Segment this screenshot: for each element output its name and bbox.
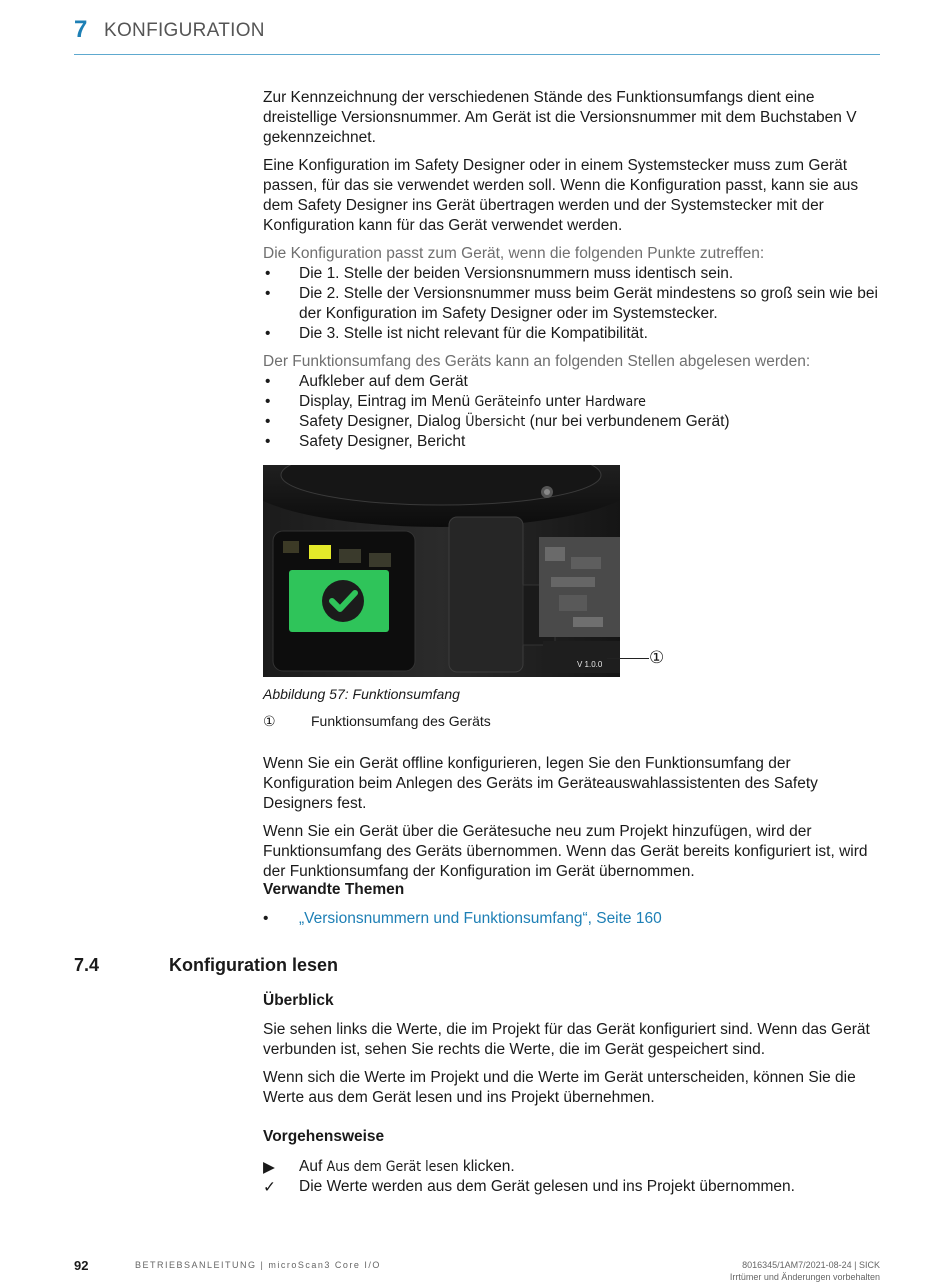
- footer-right: [730, 1259, 880, 1283]
- legend-number: ①: [263, 713, 276, 729]
- list-item: • Die 3. Stelle ist nicht relevant für die Kompatibilität.: [263, 324, 881, 344]
- menu-term-hardware: Hardware: [585, 394, 646, 410]
- intro-block: [263, 88, 881, 452]
- legend-text: Funktionsumfang des Geräts: [311, 713, 491, 729]
- step-text-part: klicken.: [458, 1158, 515, 1175]
- result-text: Die Werte werden aus dem Gerät gelesen und ins Projekt übernommen.: [299, 1178, 795, 1195]
- step-text: [299, 1158, 515, 1176]
- device-search-paragraph: Wenn Sie ein Gerät über die Gerätesuche neu zum Projekt hinzufügen, wird der Funktionsumfang des Geräts übernommen. Wenn das Gerät bereits konfiguriert ist, wird der Funktionsumfang der Konfiguration im Gerät übernommen.: [263, 823, 868, 880]
- step-text-part: Auf: [299, 1158, 327, 1175]
- related-topics-heading: Verwandte Themen: [263, 881, 405, 898]
- overview-paragraph-2: Wenn sich die Werte im Projekt und die Werte im Gerät unterscheiden, können Sie die Werte aus dem Gerät lesen und ins Projekt übernehmen.: [263, 1069, 856, 1106]
- button-term-read-from-device: Aus dem Gerät lesen: [326, 1159, 459, 1175]
- list-text: unter: [541, 393, 586, 410]
- section-number: 7.4: [74, 955, 100, 975]
- list-text: Display, Eintrag im Menü: [299, 393, 475, 410]
- offline-paragraph: Wenn Sie ein Gerät offline konfigurieren, legen Sie den Funktionsumfang der Konfiguration beim Anlegen des Geräts im Geräteauswahlassistenten des Safety Designers fest.: [263, 755, 818, 812]
- document-id: 8016345/1AM7/2021-08-24 | SICK: [742, 1260, 880, 1270]
- dialog-term-uebersicht: Übersicht: [465, 414, 526, 430]
- overview-paragraph-1: Sie sehen links die Werte, die im Projekt für das Gerät konfiguriert sind. Wenn das Gerät verbunden ist, sehen Sie rechts die Werte, die im Gerät gespeichert sind.: [263, 1021, 870, 1058]
- procedure-heading: Vorgehensweise: [263, 1128, 385, 1145]
- status-led-icon: [309, 545, 331, 559]
- document-title: BETRIEBSANLEITUNG | microScan3 Core I/O: [135, 1260, 381, 1270]
- after-figure-block: [263, 754, 881, 890]
- callout-number: ①: [649, 648, 665, 667]
- locations-lead: Der Funktionsumfang des Geräts kann an folgenden Stellen abgelesen werden:: [263, 353, 811, 370]
- compat-list: [263, 264, 881, 344]
- list-text: (nur bei verbundenem Gerät): [525, 413, 730, 430]
- overview-heading: Überblick: [263, 992, 334, 1009]
- intro-paragraph-2: Eine Konfiguration im Safety Designer oder in einem Systemstecker muss zum Gerät passen, für das sie verwendet werden soll. Wenn die Konfiguration passt, kann sie aus dem Safety Designer ins Gerät übertragen werden und der Systemstecker mit der Konfiguration kann für das Gerät verwendet werden.: [263, 157, 859, 234]
- section-title: Konfiguration lesen: [169, 955, 339, 975]
- list-item: • Die 1. Stelle der beiden Versionsnummern muss identisch sein.: [263, 264, 881, 284]
- related-link[interactable]: „Versionsnummern und Funktionsumfang“, Seite 160: [299, 910, 662, 927]
- version-label: V 1.0.0: [577, 660, 603, 669]
- figure-caption: Abbildung 57: Funktionsumfang: [263, 686, 460, 702]
- result-check-icon: ✓: [263, 1179, 276, 1196]
- menu-term-geraeteinfo: Geräteinfo: [474, 394, 542, 410]
- compat-lead: Die Konfiguration passt zum Gerät, wenn die folgenden Punkte zutreffen:: [263, 245, 765, 262]
- page-number: 92: [74, 1258, 89, 1273]
- list-item: [263, 412, 881, 432]
- locations-list: [263, 372, 881, 452]
- device-illustration: [263, 465, 620, 677]
- list-item: [263, 392, 881, 412]
- list-item: • Die 2. Stelle der Versionsnummer muss beim Gerät mindestens so groß sein wie bei der Konfiguration im Safety Designer oder im Systemstecker.: [263, 284, 881, 324]
- list-item: • Aufkleber auf dem Gerät: [263, 372, 881, 392]
- chapter-title: KONFIGURATION: [104, 20, 265, 41]
- device-photo: [263, 465, 620, 677]
- overview-block: [263, 1020, 881, 1116]
- page-header: [74, 14, 880, 55]
- chapter-number: 7: [74, 16, 88, 43]
- callout-line: [607, 658, 649, 659]
- disclaimer: Irrtümer und Änderungen vorbehalten: [729, 1272, 880, 1282]
- related-bullet: •: [263, 910, 269, 927]
- intro-paragraph-1: Zur Kennzeichnung der verschiedenen Stände des Funktionsumfangs dient eine dreistellige Versionsnummer. Am Gerät ist die Versionsnummer mit dem Buchstaben V gekennzeichnet.: [263, 89, 857, 146]
- step-marker-icon: ▶: [263, 1159, 275, 1176]
- list-text: Safety Designer, Dialog: [299, 413, 466, 430]
- list-item: • Safety Designer, Bericht: [263, 432, 881, 452]
